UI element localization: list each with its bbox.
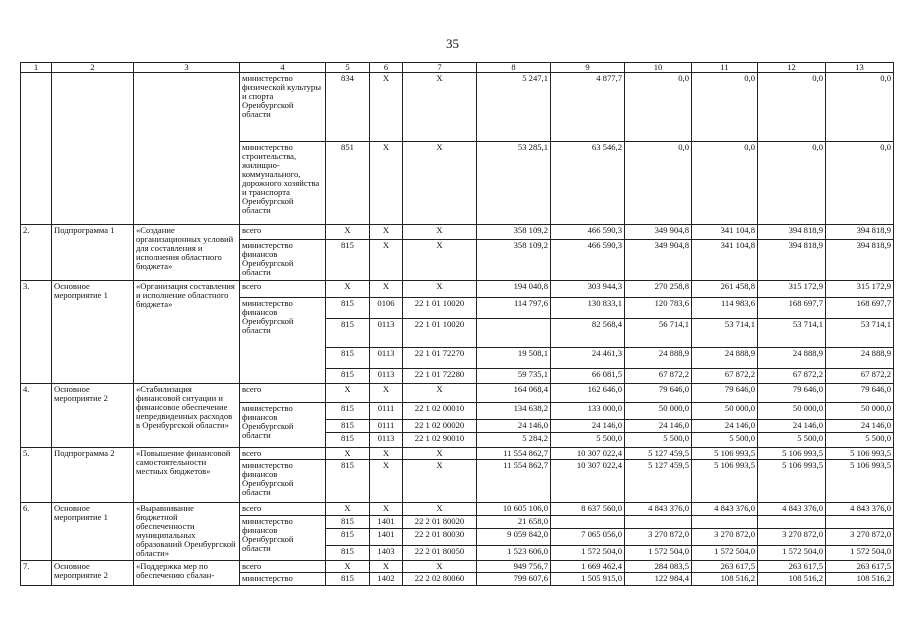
- table-cell: 263 617,5: [758, 561, 826, 573]
- column-header: 7: [403, 63, 477, 73]
- table-cell: 53 714,1: [692, 319, 758, 348]
- table-cell: 315 172,9: [758, 281, 826, 298]
- table-cell: [134, 73, 240, 225]
- table-cell: X: [403, 503, 477, 516]
- table-cell: X: [403, 240, 477, 281]
- table-cell: 108 516,2: [692, 573, 758, 586]
- table-cell: 0,0: [758, 73, 826, 142]
- table-cell: 1401: [370, 516, 403, 529]
- table-cell: 5 247,1: [477, 73, 551, 142]
- column-header: 12: [758, 63, 826, 73]
- table-cell: 834: [326, 73, 370, 142]
- table-cell: 114 983,6: [692, 298, 758, 319]
- table-cell: 315 172,9: [826, 281, 894, 298]
- table-cell: X: [370, 503, 403, 516]
- table-cell: 1 572 504,0: [625, 546, 692, 561]
- table-cell: 10 307 022,4: [551, 448, 625, 460]
- column-header: 8: [477, 63, 551, 73]
- row-number: 7.: [21, 561, 52, 586]
- table-cell: 0,0: [758, 142, 826, 225]
- table-cell: 5 500,0: [826, 433, 894, 448]
- table-cell: 22 1 02 00020: [403, 420, 477, 433]
- item-name: «Поддержка мер по обеспечению сбалан-: [134, 561, 240, 586]
- table-cell: 358 109,2: [477, 240, 551, 281]
- table-cell: 0,0: [692, 142, 758, 225]
- organization-cell: всего: [240, 225, 326, 240]
- table-cell: 349 904,8: [625, 240, 692, 281]
- table-cell: X: [370, 142, 403, 225]
- table-cell: 815: [326, 460, 370, 503]
- table-cell: 358 109,2: [477, 225, 551, 240]
- table-cell: 22 2 01 80020: [403, 516, 477, 529]
- item-type: Подпрограмма 1: [52, 225, 134, 281]
- table-cell: X: [326, 281, 370, 298]
- table-cell: 3 270 872,0: [826, 529, 894, 546]
- table-cell: X: [403, 281, 477, 298]
- item-type: Основное мероприятие 1: [52, 281, 134, 384]
- table-row: [21, 281, 894, 298]
- table-row: [21, 503, 894, 516]
- table-cell: 9 059 842,0: [477, 529, 551, 546]
- table-cell: 5 500,0: [625, 433, 692, 448]
- table-cell: 56 714,1: [625, 319, 692, 348]
- table-cell: X: [370, 73, 403, 142]
- table-cell: 79 646,0: [692, 384, 758, 403]
- table-cell: 53 285,1: [477, 142, 551, 225]
- table-cell: 168 697,7: [758, 298, 826, 319]
- table-cell: X: [403, 73, 477, 142]
- table-cell: 134 638,2: [477, 403, 551, 420]
- table-cell: 0106: [370, 298, 403, 319]
- table-cell: 3 270 872,0: [758, 529, 826, 546]
- table-cell: 22 1 02 90010: [403, 433, 477, 448]
- table-row: [21, 448, 894, 460]
- table-cell: 50 000,0: [758, 403, 826, 420]
- page-number: 35: [446, 36, 459, 51]
- column-header: 1: [21, 63, 52, 73]
- table-cell: X: [403, 448, 477, 460]
- table-cell: 19 508,1: [477, 348, 551, 369]
- item-type: Основное мероприятие 2: [52, 384, 134, 448]
- organization-cell: всего: [240, 561, 326, 573]
- table-row: [21, 73, 894, 142]
- table-cell: 0,0: [826, 142, 894, 225]
- table-cell: X: [370, 448, 403, 460]
- table-cell: 5 106 993,5: [826, 448, 894, 460]
- table-cell: 194 040,8: [477, 281, 551, 298]
- table-cell: 263 617,5: [826, 561, 894, 573]
- table-cell: 22 1 02 00010: [403, 403, 477, 420]
- column-header: 3: [134, 63, 240, 73]
- table-cell: 50 000,0: [826, 403, 894, 420]
- table-cell: [826, 516, 894, 529]
- table-cell: 394 818,9: [826, 225, 894, 240]
- table-cell: 108 516,2: [758, 573, 826, 586]
- table-cell: 0,0: [625, 73, 692, 142]
- table-cell: X: [403, 142, 477, 225]
- table-cell: 67 872,2: [625, 369, 692, 384]
- column-header: 13: [826, 63, 894, 73]
- table-cell: 0,0: [826, 73, 894, 142]
- row-number: 3.: [21, 281, 52, 384]
- table-cell: [52, 73, 134, 225]
- table-cell: 394 818,9: [758, 225, 826, 240]
- column-header: 10: [625, 63, 692, 73]
- table-cell: 815: [326, 348, 370, 369]
- table-cell: X: [326, 225, 370, 240]
- table-cell: 63 546,2: [551, 142, 625, 225]
- table-cell: 53 714,1: [826, 319, 894, 348]
- table-cell: 1 572 504,0: [758, 546, 826, 561]
- table-cell: 24 461,3: [551, 348, 625, 369]
- table-cell: X: [370, 561, 403, 573]
- organization-cell: министерство финансов Оренбургской области: [240, 460, 326, 503]
- table-cell: [758, 516, 826, 529]
- table-cell: 1402: [370, 573, 403, 586]
- item-type: Основное мероприятие 2: [52, 561, 134, 586]
- table-cell: 0113: [370, 369, 403, 384]
- table-body: [21, 63, 894, 586]
- table-cell: 0113: [370, 319, 403, 348]
- organization-cell: всего: [240, 448, 326, 460]
- table-cell: 394 818,9: [758, 240, 826, 281]
- table-cell: 24 146,0: [826, 420, 894, 433]
- table-cell: X: [403, 561, 477, 573]
- column-header: 5: [326, 63, 370, 73]
- table-cell: 22 2 02 80060: [403, 573, 477, 586]
- table-cell: 949 756,7: [477, 561, 551, 573]
- table-cell: 5 106 993,5: [758, 448, 826, 460]
- item-name: «Выравнивание бюджетной обеспеченности муниципальных образований Оренбургской области»: [134, 503, 240, 561]
- table-cell: 162 646,0: [551, 384, 625, 403]
- table-cell: 8 637 560,0: [551, 503, 625, 516]
- table-cell: 4 843 376,0: [758, 503, 826, 516]
- column-header: 2: [52, 63, 134, 73]
- table-cell: 0113: [370, 348, 403, 369]
- organization-cell: всего: [240, 384, 326, 403]
- table-cell: X: [370, 460, 403, 503]
- table-cell: 1 523 606,0: [477, 546, 551, 561]
- table-cell: 21 658,0: [477, 516, 551, 529]
- table-cell: 130 833,1: [551, 298, 625, 319]
- table-cell: 3 270 872,0: [625, 529, 692, 546]
- table-cell: 851: [326, 142, 370, 225]
- table-cell: 79 646,0: [826, 384, 894, 403]
- table-cell: X: [326, 561, 370, 573]
- table-cell: 50 000,0: [625, 403, 692, 420]
- table-cell: 5 106 993,5: [826, 460, 894, 503]
- table-cell: 815: [326, 573, 370, 586]
- organization-cell: всего: [240, 503, 326, 516]
- table-cell: 815: [326, 529, 370, 546]
- table-cell: 5 500,0: [692, 433, 758, 448]
- table-cell: 0113: [370, 433, 403, 448]
- table-cell: 22 1 01 10020: [403, 298, 477, 319]
- table-cell: 53 714,1: [758, 319, 826, 348]
- table-cell: 10 605 106,0: [477, 503, 551, 516]
- table-cell: 24 888,9: [625, 348, 692, 369]
- table-cell: 168 697,7: [826, 298, 894, 319]
- table-cell: 82 568,4: [551, 319, 625, 348]
- organization-cell: министерство финансов Оренбургской области: [240, 516, 326, 561]
- table-cell: 67 872,2: [826, 369, 894, 384]
- table-cell: 11 554 862,7: [477, 460, 551, 503]
- table-cell: 24 888,9: [826, 348, 894, 369]
- table-cell: 0111: [370, 420, 403, 433]
- column-header: 11: [692, 63, 758, 73]
- table-row: [21, 561, 894, 573]
- table-cell: 815: [326, 403, 370, 420]
- table-cell: 1 572 504,0: [692, 546, 758, 561]
- row-number: 5.: [21, 448, 52, 503]
- table-cell: 284 083,5: [625, 561, 692, 573]
- table-cell: 108 516,2: [826, 573, 894, 586]
- table-cell: 79 646,0: [625, 384, 692, 403]
- organization-cell: министерство строительства, жилищно-коммунального, дорожного хозяйства и транспорта Оренбургской области: [240, 142, 326, 225]
- table-cell: 24 146,0: [758, 420, 826, 433]
- table-cell: [625, 516, 692, 529]
- table-cell: X: [403, 384, 477, 403]
- table-cell: 815: [326, 420, 370, 433]
- table-cell: 133 000,0: [551, 403, 625, 420]
- organization-cell: всего: [240, 281, 326, 298]
- table-cell: X: [370, 225, 403, 240]
- table-cell: 7 065 056,0: [551, 529, 625, 546]
- table-cell: 1 572 504,0: [826, 546, 894, 561]
- table-cell: 466 590,3: [551, 240, 625, 281]
- item-name: «Стабилизация финансовой ситуации и финансовое обеспечение непредвиденных расходов в Оренбургской области»: [134, 384, 240, 448]
- table-cell: 270 258,8: [625, 281, 692, 298]
- table-cell: 1 669 462,4: [551, 561, 625, 573]
- table-cell: 466 590,3: [551, 225, 625, 240]
- table-cell: 164 068,4: [477, 384, 551, 403]
- table-cell: 5 500,0: [551, 433, 625, 448]
- table-cell: 24 146,0: [692, 420, 758, 433]
- table-cell: 24 146,0: [551, 420, 625, 433]
- table-cell: 24 888,9: [692, 348, 758, 369]
- table-cell: [692, 516, 758, 529]
- organization-cell: министерство финансов Оренбургской области: [240, 403, 326, 448]
- table-cell: [477, 319, 551, 348]
- table-cell: 5 106 993,5: [692, 460, 758, 503]
- table-cell: 815: [326, 240, 370, 281]
- item-type: Основное мероприятие 1: [52, 503, 134, 561]
- table-cell: 5 284,2: [477, 433, 551, 448]
- table-cell: 11 554 862,7: [477, 448, 551, 460]
- table-cell: 4 843 376,0: [826, 503, 894, 516]
- table-cell: 79 646,0: [758, 384, 826, 403]
- table-cell: [21, 73, 52, 225]
- organization-cell: министерство финансов Оренбургской области: [240, 298, 326, 384]
- row-number: 4.: [21, 384, 52, 448]
- table-cell: 3 270 872,0: [692, 529, 758, 546]
- table-cell: X: [403, 225, 477, 240]
- table-cell: 22 1 01 72270: [403, 348, 477, 369]
- table-cell: 0111: [370, 403, 403, 420]
- table-cell: 0,0: [625, 142, 692, 225]
- table-cell: 4 877,7: [551, 73, 625, 142]
- table-cell: 815: [326, 298, 370, 319]
- table-cell: X: [326, 503, 370, 516]
- column-header: 4: [240, 63, 326, 73]
- table-cell: 263 617,5: [692, 561, 758, 573]
- table-cell: 4 843 376,0: [692, 503, 758, 516]
- table-cell: 341 104,8: [692, 240, 758, 281]
- table-cell: 5 127 459,5: [625, 448, 692, 460]
- table-cell: 67 872,2: [692, 369, 758, 384]
- table-cell: 10 307 022,4: [551, 460, 625, 503]
- table-cell: 815: [326, 369, 370, 384]
- table-cell: 815: [326, 546, 370, 561]
- table-cell: X: [403, 460, 477, 503]
- row-number: 2.: [21, 225, 52, 281]
- table-cell: 114 797,6: [477, 298, 551, 319]
- table-cell: 67 872,2: [758, 369, 826, 384]
- table-cell: X: [370, 384, 403, 403]
- column-header: 9: [551, 63, 625, 73]
- table-row: [21, 384, 894, 403]
- organization-cell: министерство физической культуры и спорта Оренбургской области: [240, 73, 326, 142]
- table-row: [21, 225, 894, 240]
- budget-table: [20, 62, 894, 586]
- table-cell: 5 106 993,5: [692, 448, 758, 460]
- table-cell: 22 2 01 80030: [403, 529, 477, 546]
- table-cell: 120 783,6: [625, 298, 692, 319]
- table-cell: 5 106 993,5: [758, 460, 826, 503]
- table-cell: 5 500,0: [758, 433, 826, 448]
- table-cell: 261 458,8: [692, 281, 758, 298]
- table-cell: X: [326, 384, 370, 403]
- table-cell: 1 505 915,0: [551, 573, 625, 586]
- table-cell: X: [370, 240, 403, 281]
- item-name: «Повышение финансовой самостоятельности местных бюджетов»: [134, 448, 240, 503]
- table-cell: 22 1 01 10020: [403, 319, 477, 348]
- table-cell: 24 888,9: [758, 348, 826, 369]
- table-cell: 815: [326, 433, 370, 448]
- table-cell: 24 146,0: [625, 420, 692, 433]
- item-name: «Создание организационных условий для составления и исполнения областного бюджета»: [134, 225, 240, 281]
- table-cell: 1 572 504,0: [551, 546, 625, 561]
- table-cell: 0,0: [692, 73, 758, 142]
- table-row: [21, 63, 894, 73]
- column-header: 6: [370, 63, 403, 73]
- table-cell: 303 944,3: [551, 281, 625, 298]
- table-cell: 815: [326, 319, 370, 348]
- row-number: 6.: [21, 503, 52, 561]
- table-cell: 1403: [370, 546, 403, 561]
- table-cell: 22 2 01 80050: [403, 546, 477, 561]
- table-cell: 122 984,4: [625, 573, 692, 586]
- table-cell: 50 000,0: [692, 403, 758, 420]
- table-cell: 394 818,9: [826, 240, 894, 281]
- table-cell: 59 735,1: [477, 369, 551, 384]
- item-type: Подпрограмма 2: [52, 448, 134, 503]
- table-cell: 799 607,6: [477, 573, 551, 586]
- table-cell: 341 104,8: [692, 225, 758, 240]
- table-cell: 349 904,8: [625, 225, 692, 240]
- table-cell: 4 843 376,0: [625, 503, 692, 516]
- table-cell: 22 1 01 72280: [403, 369, 477, 384]
- table-cell: 815: [326, 516, 370, 529]
- table-cell: 66 081,5: [551, 369, 625, 384]
- item-name: «Организация составления и исполнение областного бюджета»: [134, 281, 240, 384]
- table-cell: [551, 516, 625, 529]
- table-cell: 1401: [370, 529, 403, 546]
- table-cell: X: [370, 281, 403, 298]
- organization-cell: министерство: [240, 573, 326, 586]
- table-cell: 24 146,0: [477, 420, 551, 433]
- table-cell: X: [326, 448, 370, 460]
- organization-cell: министерство финансов Оренбургской области: [240, 240, 326, 281]
- table-cell: 5 127 459,5: [625, 460, 692, 503]
